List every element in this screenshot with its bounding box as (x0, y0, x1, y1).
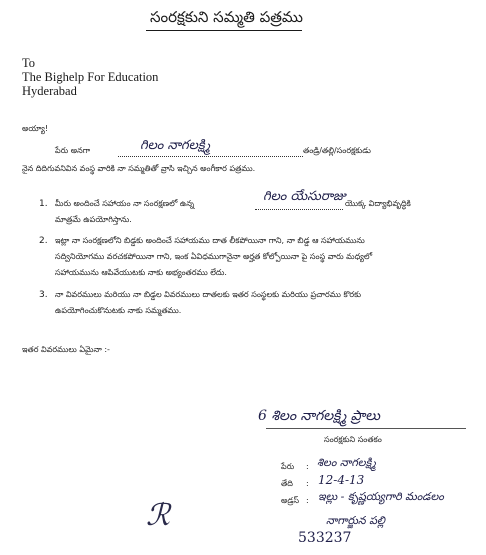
address-label: అడ్రస్ (281, 496, 299, 505)
address-value2-handwritten: నాగార్జున పల్లి (326, 514, 385, 527)
salutation: అయ్యా! (22, 124, 49, 133)
parent-name-handwritten: గిలం నాగలక్ష్మి (140, 138, 211, 153)
item-3-line1: నా వివరములు మరియు నా బిడ్డల వివరములు దాతలకు ఇతర సంస్థలకు మరియు ప్రచారము కొరకు (55, 290, 362, 299)
guardian-signature: 6 శిలం నాగలక్ష్మి ప్రాలు (258, 408, 381, 424)
item-1-line2: మాత్రమే ఉపయోగిస్తాను. (55, 215, 132, 224)
item-1-number: 1. (39, 199, 48, 209)
item-3-line2: ఉపయోగించుకొనుటకు నాకు సమ్మతము. (55, 306, 182, 315)
signature-caption: సంరక్షకుని సంతకం (324, 435, 382, 444)
item-2-number: 2. (39, 236, 48, 246)
item-1-line1: మీరు అందించే సహాయం నా సంరక్షణలో ఉన్న (55, 199, 195, 208)
address-to: To (22, 56, 36, 70)
page-title: సంరక్షకుని సమ్మతి పత్రము (150, 8, 303, 26)
intro-line2: నైన దిదిగువనివిన వంస్థ వారికి నా సమ్మతితో వ్రాసి ఇచ్చిన అంగీకార పత్రము. (22, 164, 256, 173)
signature-stroke (266, 428, 466, 429)
name-value-handwritten: శిలం నాగలక్ష్మి (317, 456, 376, 469)
item-2-line3: సహాయమును ఆపివేయుటకు నాకు అభ్యంతరము లేదు. (55, 268, 227, 277)
address-value-handwritten: ఇల్లు - కృష్ణయ్యగారి మండలం (318, 490, 444, 503)
student-name-handwritten: గిలం యేసురాజు (263, 189, 346, 204)
student-name-line (255, 209, 343, 210)
title-underline (146, 30, 302, 31)
item-1-line1-after: యొక్క విద్యాభివృద్ధికి (345, 199, 411, 208)
name-label: పేరు (281, 462, 295, 471)
date-value-handwritten: 12-4-13 (318, 473, 365, 487)
initial-signature: ℛ (146, 498, 170, 533)
address-city: Hyderabad (22, 84, 77, 98)
date-label: తేది (281, 479, 293, 488)
intro-label: పేరు అనగా (55, 146, 91, 155)
other-details-label: ఇతర వివరములు ఏమైనా :- (22, 345, 110, 354)
item-2-line2: సద్వినియోగము వరచకపోయినా గాని, ఇంక ఏవిధముగానైనా అర్హత కోల్పోయినా పై సంస్థ వారు మధ్యలో (55, 252, 373, 261)
relation-label: తండ్రి/తల్లి/సంరక్షకుడు (303, 146, 371, 155)
item-2-line1: ఇట్లా నా సంరక్షణలోని బిడ్డకు అందించే సహాయము దాత లీకపోయినా గాని, నా బిడ్డ ఆ సహాయమును (55, 236, 365, 245)
parent-name-line (118, 156, 303, 157)
address-org: The Bighelp For Education (22, 70, 159, 84)
reference-number: 533237 (298, 530, 352, 546)
item-3-number: 3. (39, 290, 48, 300)
